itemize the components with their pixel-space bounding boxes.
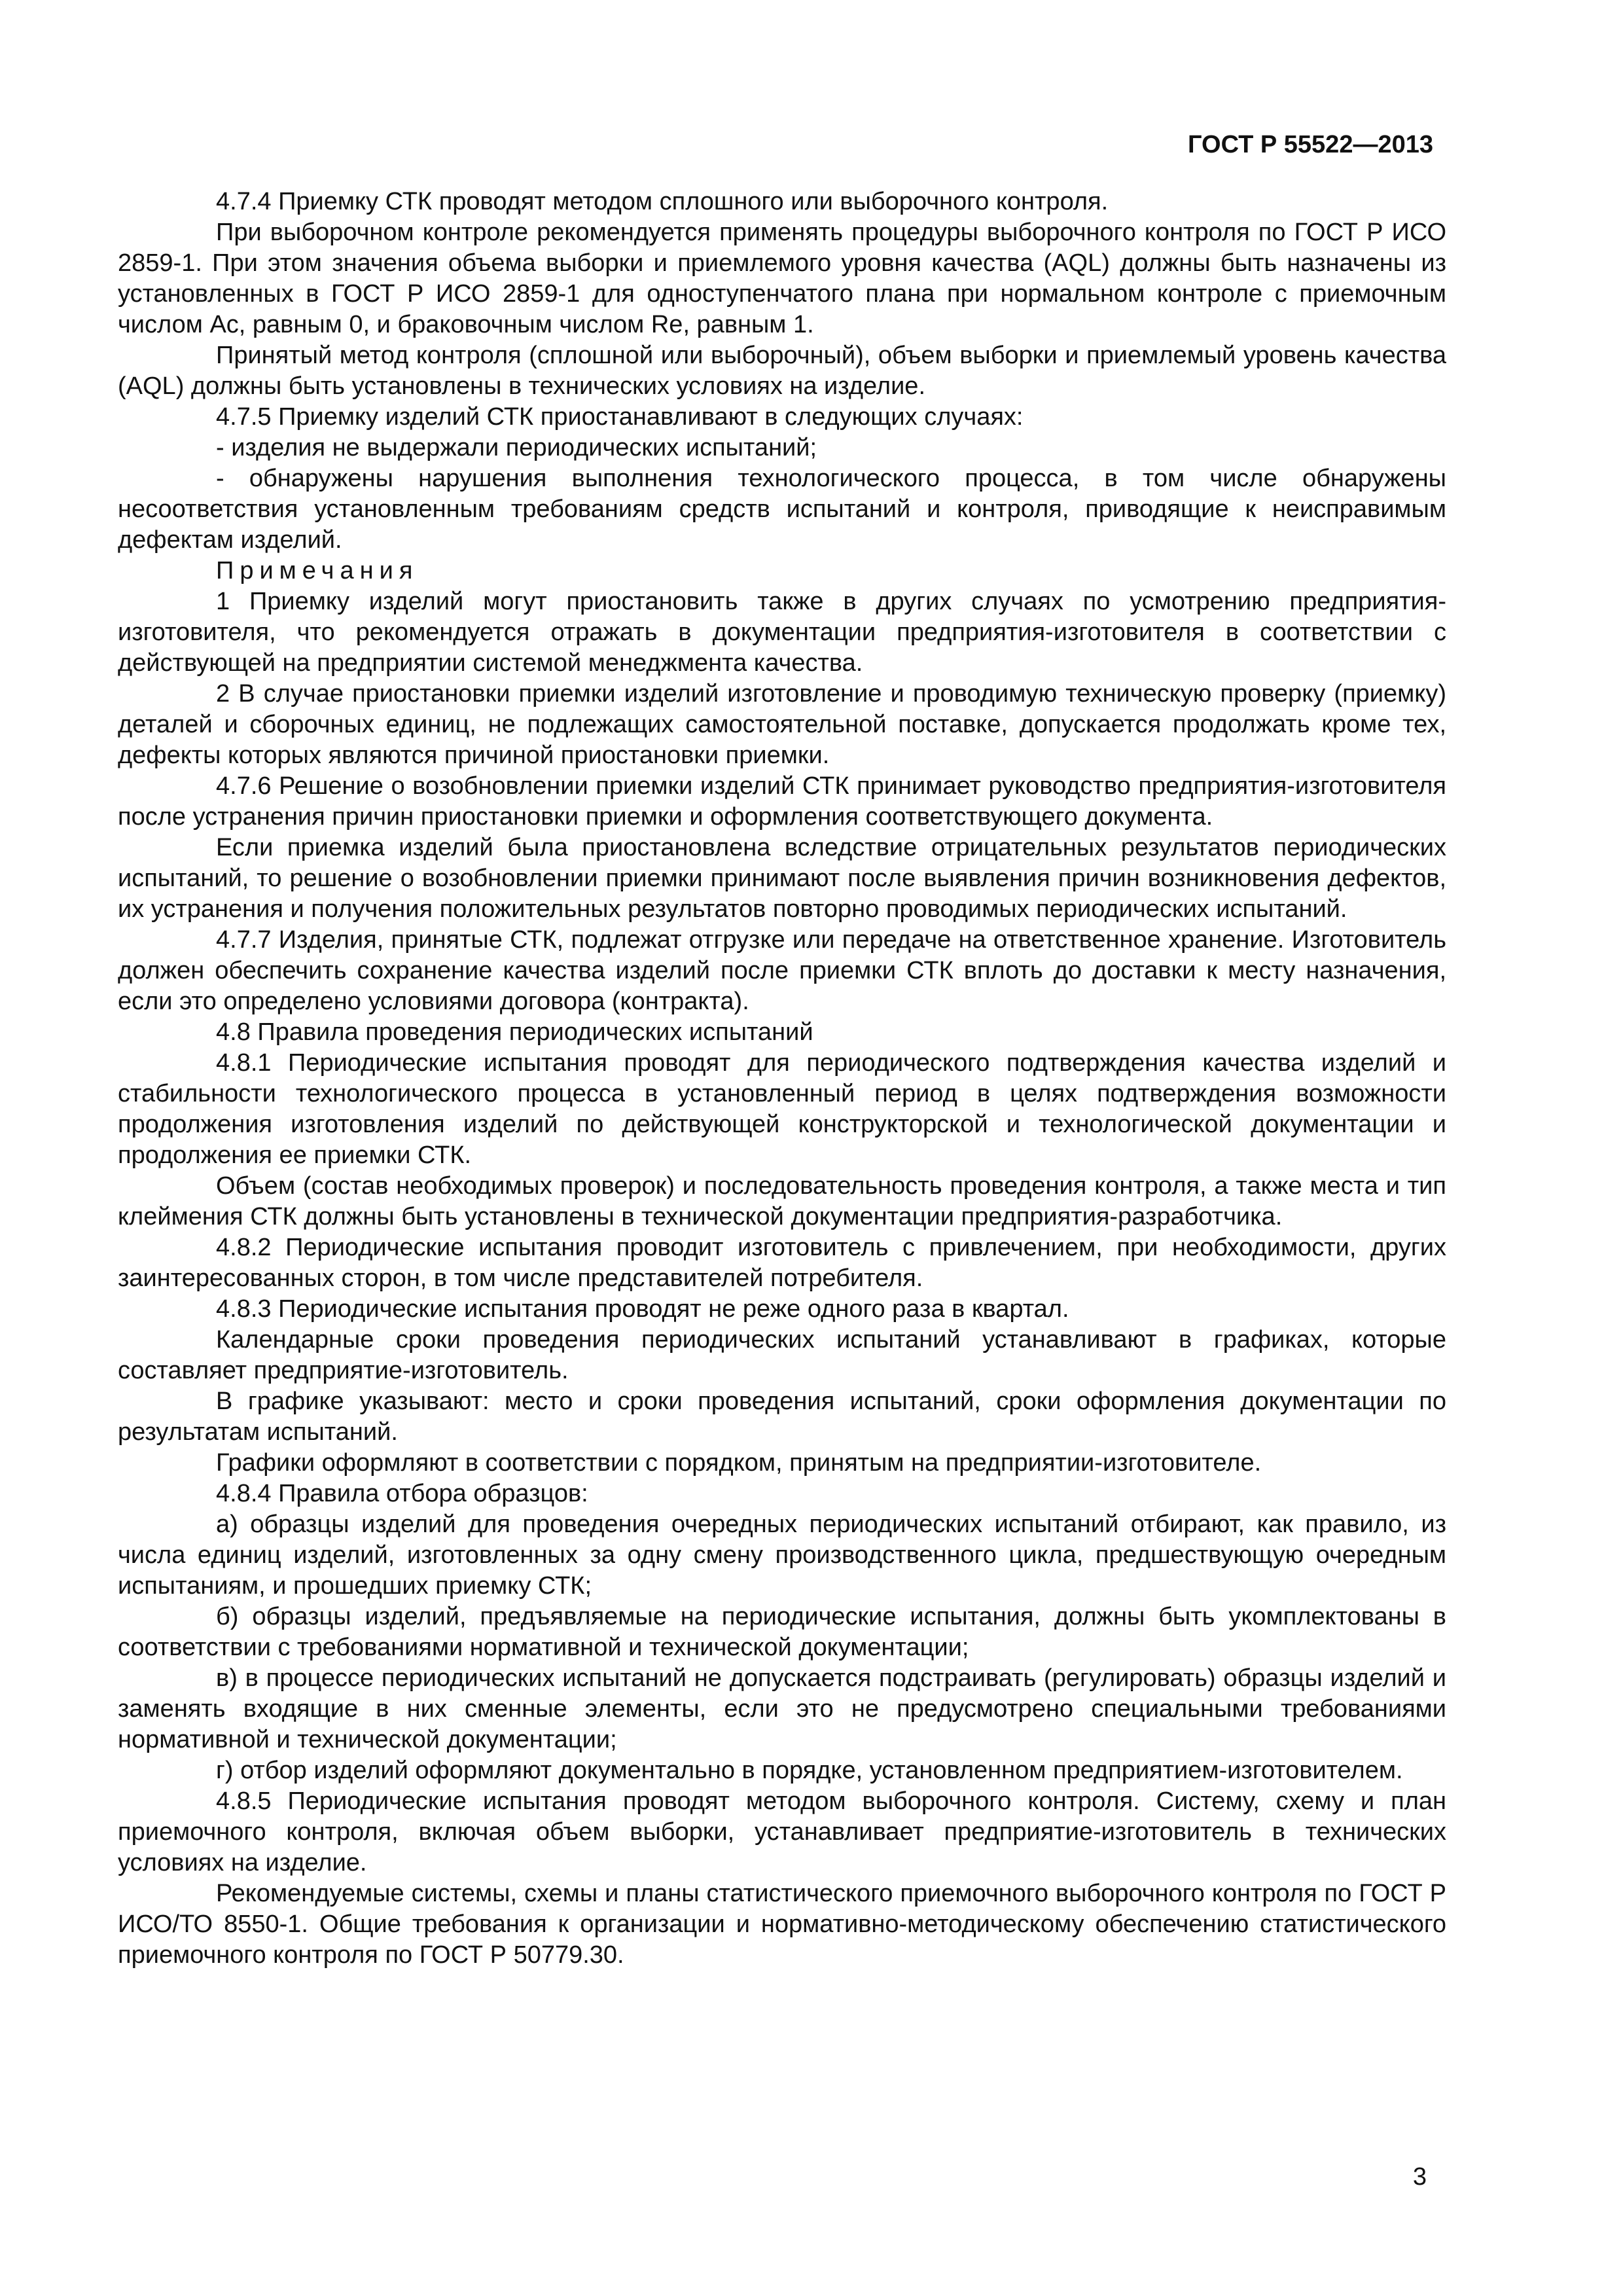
paragraph-4-7-7: 4.7.7 Изделия, принятые СТК, подлежат отгрузке или передаче на ответственное хранение. Изготовитель должен обеспечить сохранение качества изделий после приемки СТК вплоть до доставки к месту назначения, если это определено условиями договора (контракта). <box>118 926 1446 1015</box>
paragraph-4-8-4: 4.8.4 Правила отбора образцов: <box>216 1480 588 1507</box>
note-2: 2 В случае приостановки приемки изделий изготовление и проводимую техническую проверку (приемку) деталей и сборочных единиц, не подлежащих самостоятельной поставке, допускается продолжать кроме тех, дефекты которых являются причиной приостановки приемки. <box>118 680 1446 769</box>
document-body <box>118 187 1446 1971</box>
paragraph-4-7-4: 4.7.4 Приемку СТК проводят методом сплошного или выборочного контроля. <box>216 188 1109 215</box>
paragraph-control-method: Принятый метод контроля (сплошной или выборочный), объем выборки и приемлемый уровень качества (AQL) должны быть установлены в технических условиях на изделие. <box>118 342 1446 400</box>
list-item-a: а) образцы изделий для проведения очередных периодических испытаний отбирают, как правило, из числа единиц изделий, изготовленных за одну смену производственного цикла, предшествующую очередным испытаниям, и прошедших приемку СТК; <box>118 1511 1446 1600</box>
list-item-failed-tests: - изделия не выдержали периодических испытаний; <box>216 434 817 461</box>
paragraph-4-7-6: 4.7.6 Решение о возобновлении приемки изделий СТК принимает руководство предприятия-изготовителя после устранения причин приостановки приемки и оформления соответствующего документа. <box>118 772 1446 831</box>
paragraph-scope-of-checks: Объем (состав необходимых проверок) и последовательность проведения контроля, а также места и тип клеймения СТК должны быть установлены в технической документации предприятия-разработчика. <box>118 1172 1446 1230</box>
paragraph-calendar-dates: Календарные сроки проведения периодических испытаний устанавливают в графиках, которые составляет предприятие-изготовитель. <box>118 1326 1446 1384</box>
list-item-g: г) отбор изделий оформляют документально в порядке, установленном предприятием-изготовителем. <box>216 1757 1403 1784</box>
paragraph-4-7-5: 4.7.5 Приемку изделий СТК приостанавливают в следующих случаях: <box>216 403 1024 431</box>
list-item-process-violations: - обнаружены нарушения выполнения технологического процесса, в том числе обнаружены несоответствия установленным требованиям средств испытаний и контроля, приводящие к неисправимым дефектам изделий. <box>118 465 1446 554</box>
paragraph-recommended-systems: Рекомендуемые системы, схемы и планы статистического приемочного выборочного контроля по ГОСТ Р ИСО/ТО 8550-1. Общие требования к организации и нормативно-методическому обеспечению статистического приемочного контроля по ГОСТ Р 50779.30. <box>118 1880 1446 1969</box>
note-1: 1 Приемку изделий могут приостановить также в других случаях по усмотрению предприятия-изготовителя, что рекомендуется отражать в документации предприятия-изготовителя в соответствии с действующей на предприятии системой менеджмента качества. <box>118 588 1446 677</box>
paragraph-4-8-5: 4.8.5 Периодические испытания проводят методом выборочного контроля. Систему, схему и план приемочного контроля, включая объем выборки, устанавливает предприятие-изготовитель в технических условиях на изделие. <box>118 1787 1446 1876</box>
paragraph-4-8-1: 4.8.1 Периодические испытания проводят для периодического подтверждения качества изделий и стабильности технологического процесса в установленный период в целях подтверждения возможности продолжения изготовления изделий по действующей конструкторской и технологической документации и продолжения ее приемки СТК. <box>118 1049 1446 1169</box>
paragraph-4-8-2: 4.8.2 Периодические испытания проводит изготовитель с привлечением, при необходимости, других заинтересованных сторон, в том числе представителей потребителя. <box>118 1234 1446 1292</box>
paragraph-schedule-format: Графики оформляют в соответствии с порядком, принятым на предприятии-изготовителе. <box>216 1449 1262 1477</box>
notes-heading: Примечания <box>216 557 419 584</box>
section-heading-4-8: 4.8 Правила проведения периодических испытаний <box>216 1018 813 1046</box>
document-code-header: ГОСТ Р 55522—2013 <box>1188 131 1433 158</box>
paragraph-sampling-control: При выборочном контроле рекомендуется применять процедуры выборочного контроля по ГОСТ Р ИСО 2859-1. При этом значения объема выборки и приемлемого уровня качества (AQL) должны быть назначены из установленных в ГОСТ Р ИСО 2859-1 для одноступенчатого плана при нормальном контроле с приемочным числом Ac, равным 0, и браковочным числом Re, равным 1. <box>118 219 1446 338</box>
list-item-b: б) образцы изделий, предъявляемые на периодические испытания, должны быть укомплектованы в соответствии с требованиями нормативной и технической документации; <box>118 1603 1446 1661</box>
paragraph-4-8-3: 4.8.3 Периодические испытания проводят не реже одного раза в квартал. <box>216 1295 1069 1323</box>
paragraph-resume-acceptance: Если приемка изделий была приостановлена вследствие отрицательных результатов периодических испытаний, то решение о возобновлении приемки принимают после выявления причин возникновения дефектов, их устранения и получения положительных результатов повторно проводимых периодических испытаний. <box>118 834 1446 923</box>
paragraph-schedule-contents: В графике указывают: место и сроки проведения испытаний, сроки оформления документации по результатам испытаний. <box>118 1388 1446 1446</box>
list-item-v: в) в процессе периодических испытаний не допускается подстраивать (регулировать) образцы изделий и заменять входящие в них сменные элементы, если это не предусмотрено специальными требованиями нормативной и технической документации; <box>118 1664 1446 1753</box>
page-number: 3 <box>1412 2163 1427 2191</box>
